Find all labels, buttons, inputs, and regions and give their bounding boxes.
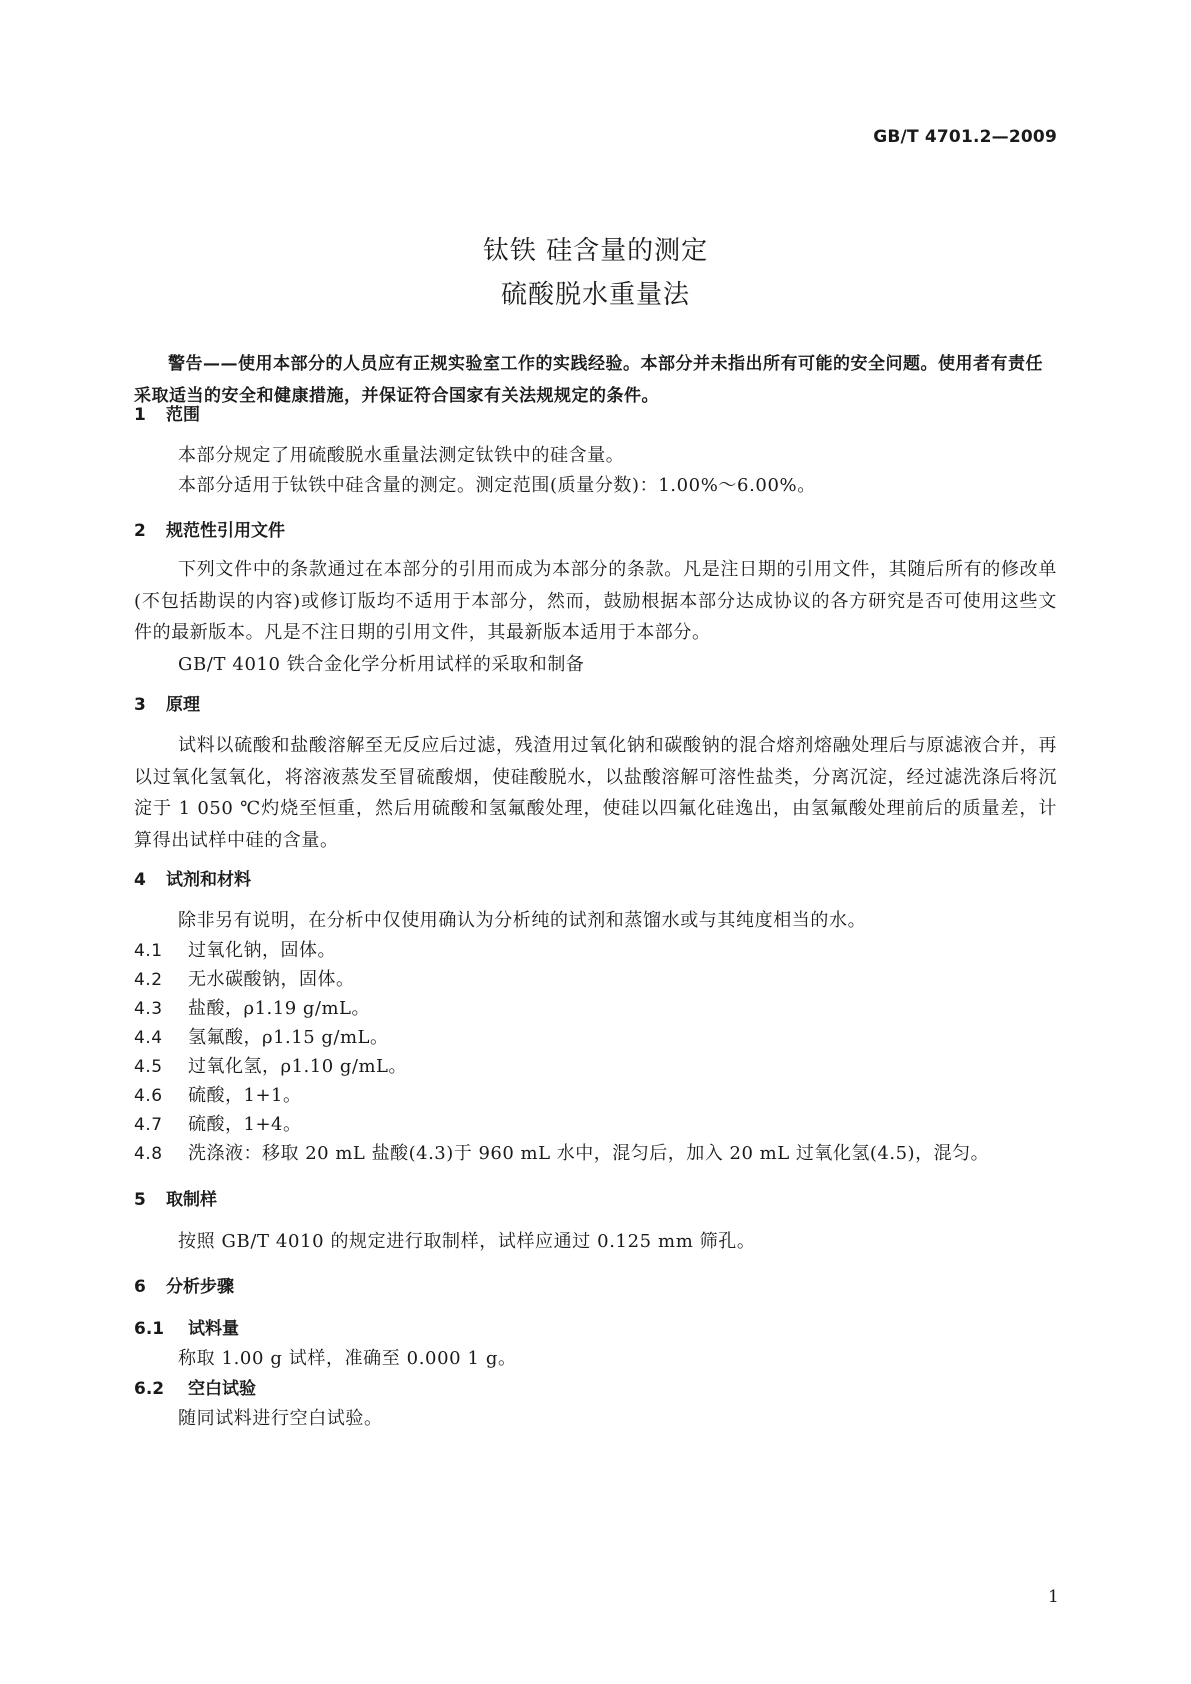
item-text: 硫酸，1+4。: [188, 1114, 302, 1135]
subsection-number: 6.1: [134, 1319, 165, 1339]
section-title: 分析步骤: [166, 1277, 234, 1297]
item-text: 过氧化氢，ρ1.10 g/mL。: [188, 1056, 407, 1077]
section-4-heading: [134, 865, 251, 890]
reagent-item: [134, 1023, 389, 1049]
normative-reference: GB/T 4010 铁合金化学分析用试样的采取和制备: [178, 654, 585, 675]
section-1-paragraph-2: 本部分适用于钛铁中硅含量的测定。测定范围(质量分数)：1.00%～6.00%。: [178, 475, 816, 496]
item-number: 4.2: [134, 970, 163, 990]
item-number: 4.8: [134, 1144, 163, 1164]
section-3-heading: [134, 690, 200, 715]
reagent-item: [134, 1081, 302, 1107]
section-number: 1: [134, 405, 146, 425]
section-6-heading: [134, 1272, 234, 1297]
section-5-paragraph: 按照 GB/T 4010 的规定进行取制样，试样应通过 0.125 mm 筛孔。: [178, 1231, 756, 1252]
item-number: 4.5: [134, 1057, 163, 1077]
item-text: 洗涤液：移取 20 mL 盐酸(4.3)于 960 mL 水中，混匀后，加入 20 mL 过氧化氢(4.5)，混匀。: [188, 1143, 990, 1164]
subsection-6-2-heading: [134, 1374, 256, 1399]
item-number: 4.1: [134, 941, 163, 961]
item-number: 4.4: [134, 1028, 163, 1048]
item-text: 氢氟酸，ρ1.15 g/mL。: [188, 1027, 389, 1048]
section-5-heading: [134, 1185, 217, 1210]
section-title: 试剂和材料: [166, 870, 251, 890]
section-number: 4: [134, 870, 146, 890]
warning-paragraph: 警告——使用本部分的人员应有正规实验室工作的实践经验。本部分并未指出所有可能的安全问题。使用者有责任采取适当的安全和健康措施，并保证符合国家有关法规规定的条件。: [134, 354, 1043, 406]
section-number: 5: [134, 1190, 146, 1210]
item-number: 4.7: [134, 1115, 163, 1135]
reagent-item: [134, 1110, 302, 1136]
subsection-number: 6.2: [134, 1379, 165, 1399]
document-subtitle: 硫酸脱水重量法: [500, 280, 690, 310]
section-number: 6: [134, 1277, 146, 1297]
item-text: 硫酸，1+1。: [188, 1085, 302, 1106]
reagent-item: [134, 936, 336, 962]
subsection-6-1-text: 称取 1.00 g 试样，准确至 0.000 1 g。: [178, 1348, 517, 1369]
section-title: 原理: [166, 695, 200, 715]
subsection-6-2-text: 随同试料进行空白试验。: [178, 1408, 383, 1429]
section-title: 取制样: [166, 1190, 217, 1210]
item-text: 盐酸，ρ1.19 g/mL。: [188, 998, 370, 1019]
subsection-title: 空白试验: [188, 1379, 256, 1399]
section-title: 规范性引用文件: [166, 521, 285, 541]
page-number: 1: [1048, 1587, 1059, 1607]
section-number: 3: [134, 695, 146, 715]
item-number: 4.6: [134, 1086, 163, 1106]
reagent-item: [134, 965, 355, 991]
reagent-item: [134, 1139, 989, 1165]
section-2-heading: [134, 516, 285, 541]
section-3-paragraph: 试料以硫酸和盐酸溶解至无反应后过滤，残渣用过氧化钠和碳酸钠的混合熔剂熔融处理后与原滤液合并，再以过氧化氢氧化，将溶液蒸发至冒硫酸烟，使硅酸脱水，以盐酸溶解可溶性盐类，分离沉淀，经过滤洗涤后将沉淀于 1 050 ℃灼烧至恒重，然后用硫酸和氢氟酸处理，使硅以四氟化硅逸出，由氢氟酸处理前后的质量差，计算得出试样中硅的含量。: [134, 735, 1057, 851]
section-1-paragraph-1: 本部分规定了用硫酸脱水重量法测定钛铁中的硅含量。: [178, 445, 625, 466]
reagent-item: [134, 994, 370, 1020]
subsection-6-1-heading: [134, 1314, 239, 1339]
item-text: 过氧化钠，固体。: [188, 940, 336, 961]
document-title: 钛铁 硅含量的测定: [482, 236, 709, 266]
section-number: 2: [134, 521, 146, 541]
section-2-paragraph: 下列文件中的条款通过在本部分的引用而成为本部分的条款。凡是注日期的引用文件，其随后所有的修改单(不包括勘误的内容)或修订版均不适用于本部分，然而，鼓励根据本部分达成协议的各方研究是否可使用这些文件的最新版本。凡是不注日期的引用文件，其最新版本适用于本部分。: [134, 559, 1057, 643]
reagent-item: [134, 1052, 407, 1078]
subsection-title: 试料量: [188, 1319, 239, 1339]
section-4-paragraph: 除非另有说明，在分析中仅使用确认为分析纯的试剂和蒸馏水或与其纯度相当的水。: [178, 910, 867, 931]
section-1-heading: [134, 400, 200, 425]
section-title: 范围: [166, 405, 200, 425]
standard-number: GB/T 4701.2—2009: [873, 127, 1057, 147]
item-text: 无水碳酸钠，固体。: [188, 969, 355, 990]
item-number: 4.3: [134, 999, 163, 1019]
